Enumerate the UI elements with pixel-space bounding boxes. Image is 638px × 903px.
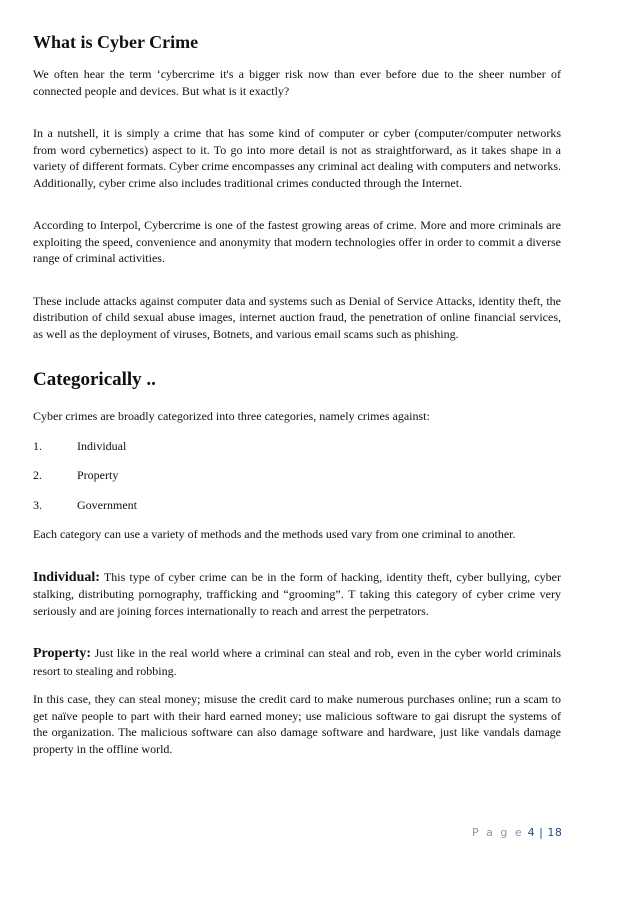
page-label: P a g e [472,826,524,839]
list-label: Government [77,497,137,512]
document-body [33,30,561,757]
list-number: 3. [33,497,42,512]
list-item [33,438,561,455]
paragraph-nutshell: In a nutshell, it is simply a crime that has some kind of computer or cyber (computer/computer networks from word cybernetics) aspect to it. To go into more detail is not as straightforward, as it takes shape in a variety of different formats. Cyber crime encompasses any criminal act dealing with computers and networks. Additionally, cyber crime also includes traditional crimes conducted through the Internet. [33,126,561,190]
paragraph-property [33,645,561,679]
individual-text: This type of cyber crime can be in the form of hacking, identity theft, cyber bullying, cyber stalking, distributing pornography, trafficking and “grooming”. T taking this category of cyber crime very seriously and are joining forces internationally to reach and arrest the perpetrators. [33,569,561,618]
page-number-footer [472,826,562,839]
paragraph-interpol: According to Interpol, Cybercrime is one of the fastest growing areas of crime. More and more criminals are exploiting the speed, convenience and anonymity that modern technologies offer in order to commit a diverse range of criminal activities. [33,218,561,265]
paragraph-individual [33,569,561,620]
page-separator: | [535,826,548,839]
list-number: 2. [33,468,42,482]
individual-label: Individual: [33,569,100,585]
page-total: 18 [547,826,563,839]
list-item [33,497,561,514]
page-current: 4 [527,826,536,839]
list-number: 1. [33,438,42,453]
paragraph-attacks: These include attacks against computer data and systems such as Denial of Service Attacks, identity theft, the distribution of child sexual abuse images, internet auction fraud, the penetration of online financial services, as well as the deployment of viruses, Botnets, and various email scams such as phishing. [33,293,561,341]
list-label: Individual [77,438,127,453]
paragraph-theft: In this case, they can steal money; misuse the credit card to make numerous purchases online; run a scam to get naïve people to part with their hard earned money; use malicious software to gai disrupt the systems of the organization. The malicious software can also damage software and hardware, just like vandals damage property in the offline world. [33,692,561,756]
heading-what-is-cyber-crime: What is Cyber Crime [33,32,199,52]
paragraph-methods: Each category can use a variety of methods and the methods used vary from one criminal to another. [33,527,516,541]
list-item [33,467,561,484]
property-text: Just like in the real world where a criminal can steal and rob, even in the cyber world criminals resort to stealing and robbing. [33,646,561,678]
heading-categorically: Categorically .. [33,369,156,390]
paragraph-categories-intro: Cyber crimes are broadly categorized into three categories, namely crimes against: [33,409,430,423]
list-label: Property [77,468,119,482]
paragraph-intro: We often hear the term ‘cybercrime it's a bigger risk now than ever before due to the sheer number of connected people and devices. But what is it exactly? [33,67,561,98]
property-label: Property: [33,646,92,661]
